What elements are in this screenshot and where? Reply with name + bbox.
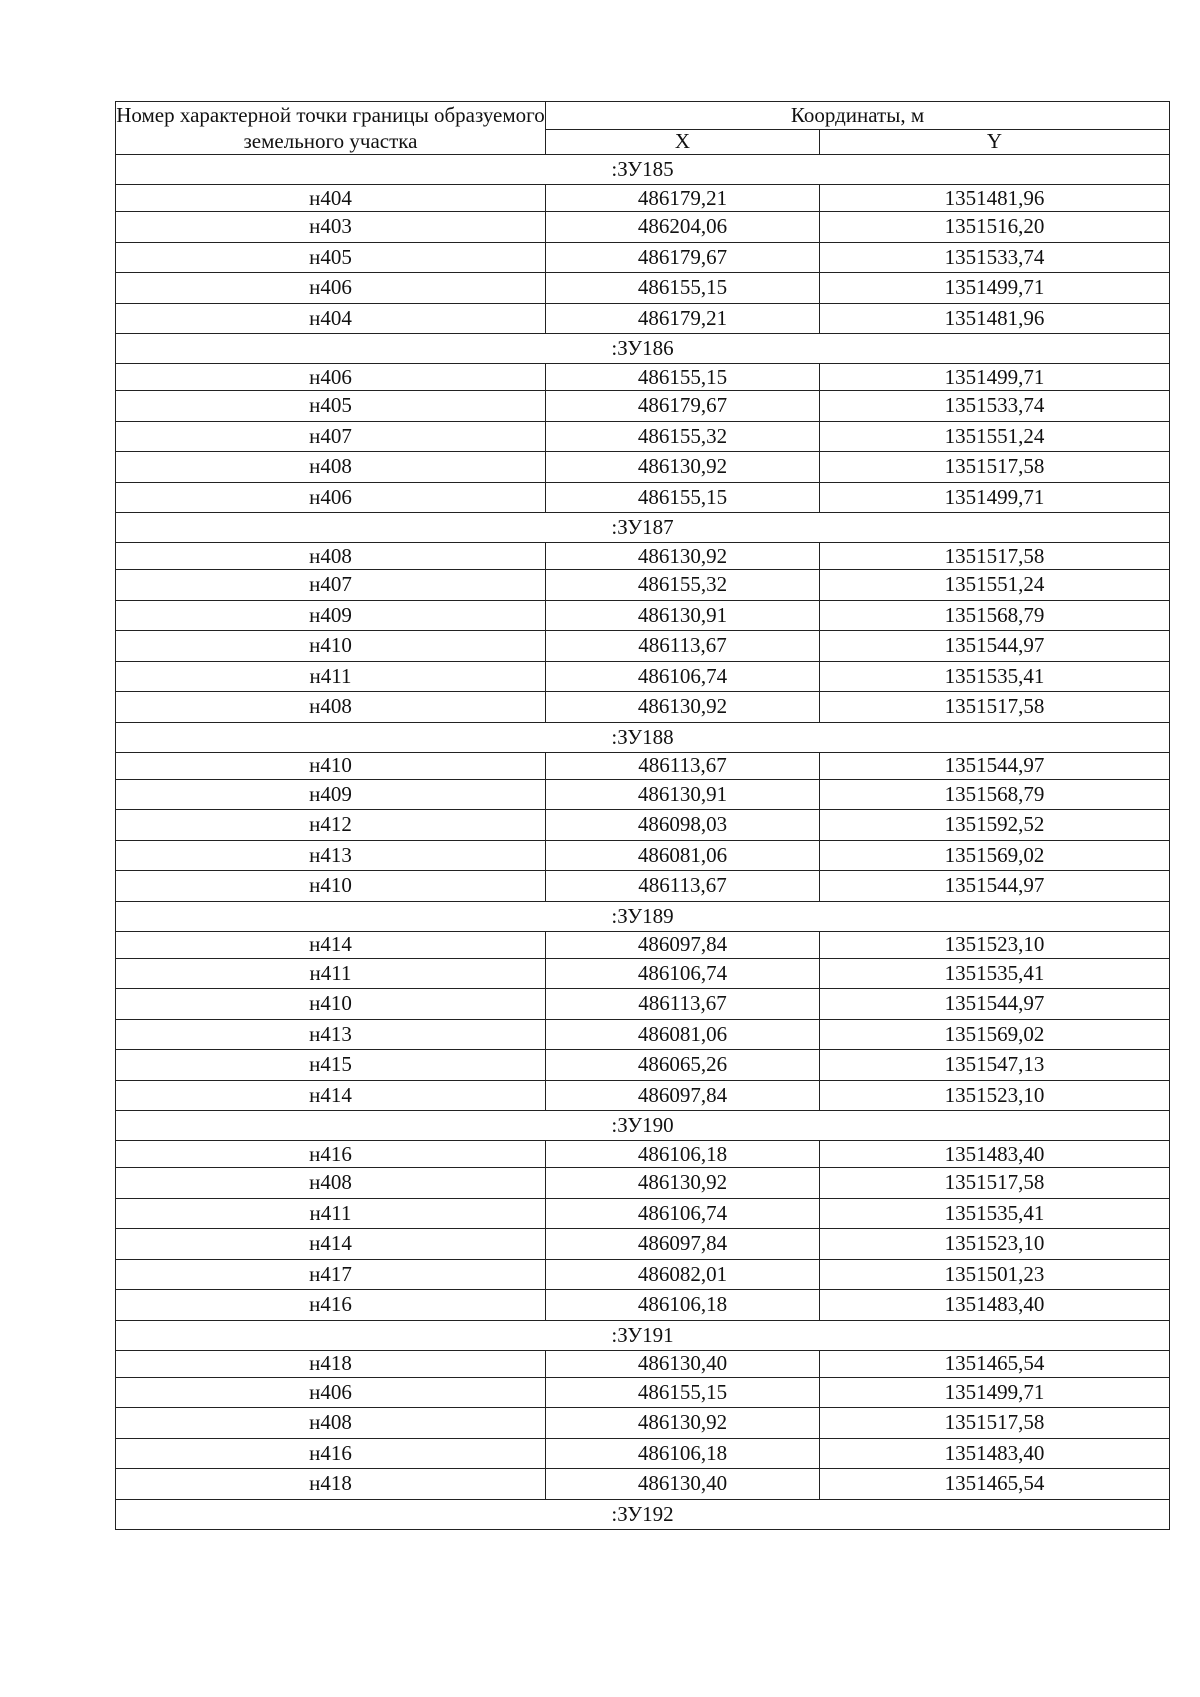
y-coordinate-cell: 1351499,71 xyxy=(820,273,1170,304)
x-coordinate-cell: 486097,84 xyxy=(546,1229,820,1260)
table-row xyxy=(116,543,1170,570)
y-coordinate-cell: 1351544,97 xyxy=(820,752,1170,779)
table-row xyxy=(116,1377,1170,1408)
section-row xyxy=(116,513,1170,543)
x-coordinate-cell: 486081,06 xyxy=(546,840,820,871)
y-coordinate-cell: 1351523,10 xyxy=(820,1229,1170,1260)
y-coordinate-cell: 1351517,58 xyxy=(820,543,1170,570)
y-coordinate-cell: 1351465,54 xyxy=(820,1350,1170,1377)
point-number-cell: н408 xyxy=(116,1168,546,1199)
x-coordinate-cell: 486155,15 xyxy=(546,273,820,304)
x-coordinate-cell: 486204,06 xyxy=(546,212,820,243)
table-row xyxy=(116,779,1170,810)
point-number-cell: н413 xyxy=(116,1019,546,1050)
table-row xyxy=(116,212,1170,243)
point-number-cell: н418 xyxy=(116,1350,546,1377)
point-number-cell: н407 xyxy=(116,570,546,601)
x-coordinate-cell: 486106,74 xyxy=(546,1198,820,1229)
y-coordinate-cell: 1351481,96 xyxy=(820,303,1170,334)
table-body xyxy=(116,155,1170,1530)
x-coordinate-cell: 486106,74 xyxy=(546,958,820,989)
point-number-cell: н417 xyxy=(116,1259,546,1290)
table-row xyxy=(116,1198,1170,1229)
x-coordinate-cell: 486106,18 xyxy=(546,1141,820,1168)
point-number-cell: н418 xyxy=(116,1469,546,1500)
y-coordinate-cell: 1351533,74 xyxy=(820,242,1170,273)
section-title: :ЗУ188 xyxy=(116,722,1170,752)
y-coordinate-cell: 1351465,54 xyxy=(820,1469,1170,1500)
y-coordinate-cell: 1351523,10 xyxy=(820,1080,1170,1111)
point-number-cell: н406 xyxy=(116,364,546,391)
x-coordinate-cell: 486179,21 xyxy=(546,185,820,212)
table-row xyxy=(116,1438,1170,1469)
coordinates-table xyxy=(115,101,1170,1530)
point-number-cell: н410 xyxy=(116,631,546,662)
y-coordinate-cell: 1351501,23 xyxy=(820,1259,1170,1290)
point-number-cell: н408 xyxy=(116,452,546,483)
y-coordinate-cell: 1351568,79 xyxy=(820,779,1170,810)
point-number-cell: н414 xyxy=(116,1229,546,1260)
section-row xyxy=(116,1499,1170,1529)
y-coordinate-cell: 1351544,97 xyxy=(820,631,1170,662)
point-number-cell: н415 xyxy=(116,1050,546,1081)
y-coordinate-cell: 1351544,97 xyxy=(820,871,1170,902)
point-number-cell: н411 xyxy=(116,1198,546,1229)
x-coordinate-cell: 486113,67 xyxy=(546,631,820,662)
header-x: X xyxy=(546,129,820,154)
x-coordinate-cell: 486179,67 xyxy=(546,242,820,273)
y-coordinate-cell: 1351517,58 xyxy=(820,1408,1170,1439)
header-point-number: Номер характерной точки границы образуемого земельного участка xyxy=(116,103,545,153)
y-coordinate-cell: 1351535,41 xyxy=(820,661,1170,692)
section-title: :ЗУ189 xyxy=(116,901,1170,931)
y-coordinate-cell: 1351544,97 xyxy=(820,989,1170,1020)
point-number-cell: н406 xyxy=(116,1377,546,1408)
table-row xyxy=(116,1408,1170,1439)
section-row xyxy=(116,722,1170,752)
x-coordinate-cell: 486113,67 xyxy=(546,989,820,1020)
y-coordinate-cell: 1351517,58 xyxy=(820,692,1170,723)
point-number-cell: н416 xyxy=(116,1141,546,1168)
section-row xyxy=(116,1320,1170,1350)
x-coordinate-cell: 486113,67 xyxy=(546,871,820,902)
point-number-cell: н411 xyxy=(116,661,546,692)
y-coordinate-cell: 1351499,71 xyxy=(820,364,1170,391)
point-number-cell: н405 xyxy=(116,242,546,273)
y-coordinate-cell: 1351483,40 xyxy=(820,1290,1170,1321)
y-coordinate-cell: 1351483,40 xyxy=(820,1141,1170,1168)
x-coordinate-cell: 486106,18 xyxy=(546,1438,820,1469)
y-coordinate-cell: 1351483,40 xyxy=(820,1438,1170,1469)
x-coordinate-cell: 486179,21 xyxy=(546,303,820,334)
point-number-cell: н410 xyxy=(116,871,546,902)
x-coordinate-cell: 486130,91 xyxy=(546,600,820,631)
y-coordinate-cell: 1351481,96 xyxy=(820,185,1170,212)
x-coordinate-cell: 486155,32 xyxy=(546,570,820,601)
x-coordinate-cell: 486130,40 xyxy=(546,1350,820,1377)
header-y: Y xyxy=(820,129,1170,154)
table-row xyxy=(116,1168,1170,1199)
point-number-cell: н404 xyxy=(116,185,546,212)
table-row xyxy=(116,364,1170,391)
section-title: :ЗУ191 xyxy=(116,1320,1170,1350)
table-row xyxy=(116,752,1170,779)
table-row xyxy=(116,692,1170,723)
table-row xyxy=(116,1019,1170,1050)
y-coordinate-cell: 1351516,20 xyxy=(820,212,1170,243)
x-coordinate-cell: 486113,67 xyxy=(546,752,820,779)
point-number-cell: н408 xyxy=(116,543,546,570)
y-coordinate-cell: 1351569,02 xyxy=(820,1019,1170,1050)
point-number-cell: н403 xyxy=(116,212,546,243)
x-coordinate-cell: 486065,26 xyxy=(546,1050,820,1081)
section-row xyxy=(116,155,1170,185)
table-row xyxy=(116,242,1170,273)
table-row xyxy=(116,570,1170,601)
x-coordinate-cell: 486130,40 xyxy=(546,1469,820,1500)
y-coordinate-cell: 1351517,58 xyxy=(820,1168,1170,1199)
table-row xyxy=(116,482,1170,513)
x-coordinate-cell: 486106,18 xyxy=(546,1290,820,1321)
x-coordinate-cell: 486081,06 xyxy=(546,1019,820,1050)
table-row xyxy=(116,185,1170,212)
point-number-cell: н410 xyxy=(116,989,546,1020)
table-header xyxy=(116,102,1170,155)
point-number-cell: н412 xyxy=(116,810,546,841)
section-title: :ЗУ187 xyxy=(116,513,1170,543)
x-coordinate-cell: 486130,92 xyxy=(546,543,820,570)
point-number-cell: н406 xyxy=(116,482,546,513)
y-coordinate-cell: 1351568,79 xyxy=(820,600,1170,631)
section-row xyxy=(116,901,1170,931)
x-coordinate-cell: 486097,84 xyxy=(546,931,820,958)
y-coordinate-cell: 1351533,74 xyxy=(820,391,1170,422)
x-coordinate-cell: 486130,91 xyxy=(546,779,820,810)
table-row xyxy=(116,1141,1170,1168)
point-number-cell: н414 xyxy=(116,931,546,958)
y-coordinate-cell: 1351517,58 xyxy=(820,452,1170,483)
table-row xyxy=(116,840,1170,871)
y-coordinate-cell: 1351523,10 xyxy=(820,931,1170,958)
y-coordinate-cell: 1351499,71 xyxy=(820,482,1170,513)
x-coordinate-cell: 486155,15 xyxy=(546,1377,820,1408)
x-coordinate-cell: 486130,92 xyxy=(546,1408,820,1439)
x-coordinate-cell: 486130,92 xyxy=(546,692,820,723)
x-coordinate-cell: 486130,92 xyxy=(546,1168,820,1199)
table-row xyxy=(116,661,1170,692)
table-row xyxy=(116,631,1170,662)
section-row xyxy=(116,334,1170,364)
table-row xyxy=(116,600,1170,631)
table-row xyxy=(116,1259,1170,1290)
point-number-cell: н406 xyxy=(116,273,546,304)
y-coordinate-cell: 1351499,71 xyxy=(820,1377,1170,1408)
table-row xyxy=(116,810,1170,841)
section-title: :ЗУ190 xyxy=(116,1111,1170,1141)
x-coordinate-cell: 486082,01 xyxy=(546,1259,820,1290)
table-row xyxy=(116,421,1170,452)
table-row xyxy=(116,452,1170,483)
section-title: :ЗУ192 xyxy=(116,1499,1170,1529)
table-row xyxy=(116,1350,1170,1377)
point-number-cell: н410 xyxy=(116,752,546,779)
point-number-cell: н409 xyxy=(116,779,546,810)
table-row xyxy=(116,1290,1170,1321)
table-row xyxy=(116,391,1170,422)
table-row xyxy=(116,303,1170,334)
y-coordinate-cell: 1351551,24 xyxy=(820,421,1170,452)
y-coordinate-cell: 1351569,02 xyxy=(820,840,1170,871)
table-row xyxy=(116,1080,1170,1111)
x-coordinate-cell: 486155,32 xyxy=(546,421,820,452)
x-coordinate-cell: 486106,74 xyxy=(546,661,820,692)
table-row xyxy=(116,273,1170,304)
y-coordinate-cell: 1351547,13 xyxy=(820,1050,1170,1081)
x-coordinate-cell: 486179,67 xyxy=(546,391,820,422)
x-coordinate-cell: 486130,92 xyxy=(546,452,820,483)
section-row xyxy=(116,1111,1170,1141)
point-number-cell: н414 xyxy=(116,1080,546,1111)
x-coordinate-cell: 486098,03 xyxy=(546,810,820,841)
x-coordinate-cell: 486155,15 xyxy=(546,482,820,513)
table-row xyxy=(116,958,1170,989)
point-number-cell: н404 xyxy=(116,303,546,334)
point-number-cell: н408 xyxy=(116,692,546,723)
point-number-cell: н407 xyxy=(116,421,546,452)
point-number-cell: н408 xyxy=(116,1408,546,1439)
point-number-cell: н416 xyxy=(116,1438,546,1469)
table-row xyxy=(116,931,1170,958)
y-coordinate-cell: 1351551,24 xyxy=(820,570,1170,601)
section-title: :ЗУ185 xyxy=(116,155,1170,185)
y-coordinate-cell: 1351535,41 xyxy=(820,958,1170,989)
point-number-cell: н409 xyxy=(116,600,546,631)
point-number-cell: н416 xyxy=(116,1290,546,1321)
point-number-cell: н413 xyxy=(116,840,546,871)
header-coordinates: Координаты, м xyxy=(546,102,1170,130)
x-coordinate-cell: 486097,84 xyxy=(546,1080,820,1111)
y-coordinate-cell: 1351535,41 xyxy=(820,1198,1170,1229)
table-row xyxy=(116,989,1170,1020)
point-number-cell: н405 xyxy=(116,391,546,422)
table-row xyxy=(116,1229,1170,1260)
table-row xyxy=(116,871,1170,902)
x-coordinate-cell: 486155,15 xyxy=(546,364,820,391)
y-coordinate-cell: 1351592,52 xyxy=(820,810,1170,841)
table-row xyxy=(116,1050,1170,1081)
section-title: :ЗУ186 xyxy=(116,334,1170,364)
point-number-cell: н411 xyxy=(116,958,546,989)
table-row xyxy=(116,1469,1170,1500)
